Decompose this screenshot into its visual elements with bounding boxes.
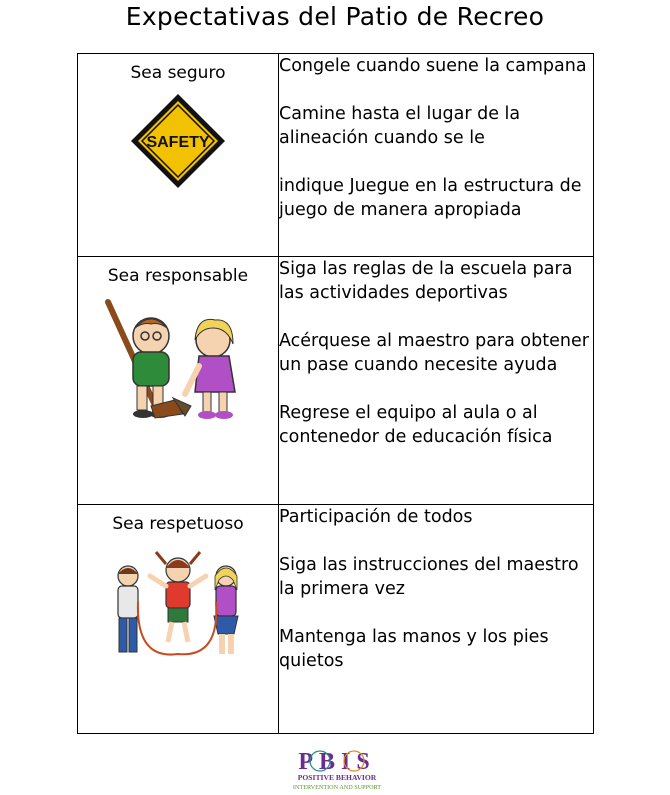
pbis-logo-letters: PBIS [298, 749, 376, 775]
expectations-cell [279, 54, 594, 257]
pbis-logo [282, 743, 392, 793]
expectation-item: Congele cuando suene la campana [279, 56, 587, 76]
expectations-table [77, 53, 594, 734]
table-row [78, 257, 594, 505]
expectation-item: indique Juegue en la estructura de juego de manera apropiada [279, 176, 582, 220]
page-title: Expectativas del Patio de Recreo [125, 2, 545, 31]
table-row [78, 505, 594, 734]
kids-cleaning-up-illustration [103, 294, 253, 424]
pbis-logo-line2: INTERVENTION AND SUPPORT [292, 784, 382, 791]
category-label: Sea respetuoso [112, 514, 244, 534]
expectation-item: Mantenga las manos y los pies quietos [279, 627, 549, 671]
expectation-item: Camine hasta el lugar de la alineación cuando se le [279, 104, 521, 148]
expectation-item: Regrese el equipo al aula o al contenedor de educación física [279, 403, 553, 447]
kids-jump-rope-illustration [108, 542, 248, 667]
category-cell [78, 505, 279, 734]
table-row [78, 54, 594, 257]
category-label: Sea seguro [130, 63, 226, 83]
safety-sign-text: SAFETY [146, 134, 210, 151]
pbis-logo-line1: POSITIVE BEHAVIOR [297, 773, 377, 782]
expectation-item: Siga las instrucciones del maestro la primera vez [279, 555, 579, 599]
safety-sign-icon [128, 91, 228, 191]
expectation-item: Participación de todos [279, 507, 473, 527]
expectations-cell [279, 257, 594, 505]
category-cell [78, 54, 279, 257]
category-label: Sea responsable [107, 266, 249, 286]
expectation-item: Siga las reglas de la escuela para las actividades deportivas [279, 259, 573, 303]
expectation-item: Acérquese al maestro para obtener un pase cuando necesite ayuda [279, 331, 589, 375]
category-cell [78, 257, 279, 505]
expectations-cell [279, 505, 594, 734]
